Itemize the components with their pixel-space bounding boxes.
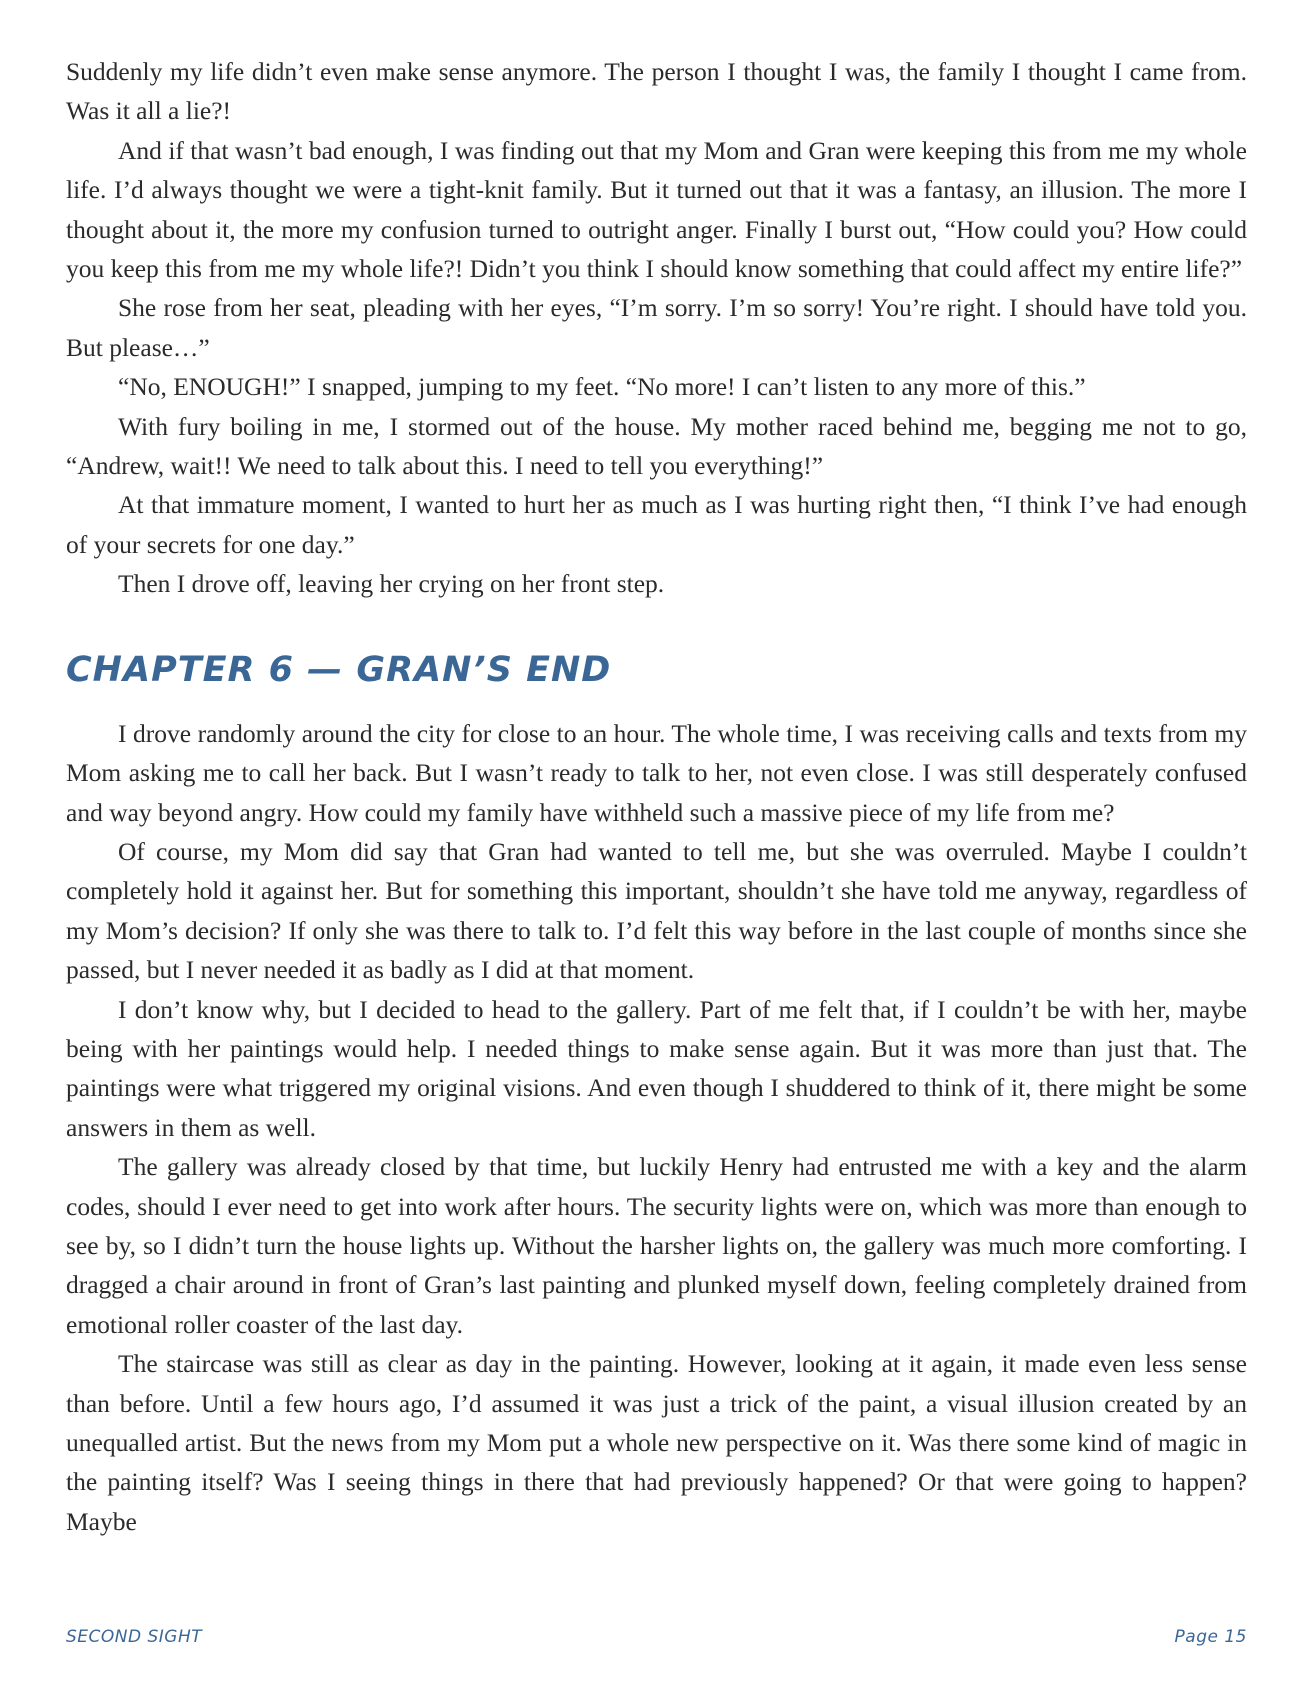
chapter-heading: CHAPTER 6 — GRAN’S END	[66, 649, 612, 690]
paragraph-3: She rose from her seat, pleading with her eyes, “I’m sorry. I’m so sorry! You’re right. I should have told you. But please…”	[66, 293, 1247, 362]
paragraph-5: With fury boiling in me, I stormed out of the house. My mother raced behind me, begging me not to go, “Andrew, wait!! We need to talk about this. I need to tell you everything!”	[66, 411, 1247, 481]
paragraph-1: Suddenly my life didn’t even make sense anymore. The person I thought I was, the family I thought I came from. Was it all a lie?!	[66, 57, 1247, 126]
paragraph-4: “No, ENOUGH!” I snapped, jumping to my feet. “No more! I can’t listen to any more of this.”	[118, 372, 1086, 402]
paragraph-8: I drove randomly around the city for close to an hour. The whole time, I was receiving calls and texts from my Mom asking me to call her back. But I wasn’t ready to talk to her, not even close. I was still desperately confused and way beyond angry. How could my family have withheld such a massive piece of my life from me?	[66, 718, 1247, 827]
paragraph-12: The staircase was still as clear as day in the painting. However, looking at it again, it made even less sense than before. Until a few hours ago, I’d assumed it was just a trick of the paint, a visual illusion created by an unequalled artist. But the news from my Mom put a whole new perspective on it. Was there some kind of magic in the painting itself? Was I seeing things in there that had previously happened? Or that were going to happen? Maybe	[66, 1349, 1247, 1536]
paragraph-2: And if that wasn’t bad enough, I was finding out that my Mom and Gran were keeping this from me my whole life. I’d always thought we were a tight-knit family. But it turned out that it was a fantasy, an illusion. The more I thought about it, the more my confusion turned to outright anger. Finally I burst out, “How could you? How could you keep this from me my whole life?! Didn’t you think I should know something that could affect my entire life?”	[66, 135, 1247, 284]
paragraph-7: Then I drove off, leaving her crying on her front step.	[118, 569, 665, 599]
paragraph-9: Of course, my Mom did say that Gran had wanted to tell me, but she was overruled. Maybe I couldn’t completely hold it against her. But for something this important, shouldn’t she have told me anyway, regardless of my Mom’s decision? If only she was there to talk to. I’d felt this way before in the last couple of months since she passed, but I never needed it as badly as I did at that moment.	[66, 836, 1247, 985]
paragraph-6: At that immature moment, I wanted to hurt her as much as I was hurting right then, “I think I’ve had enough of your secrets for one day.”	[66, 490, 1247, 559]
footer-page-number: Page 15	[1174, 1627, 1247, 1647]
paragraph-11: The gallery was already closed by that time, but luckily Henry had entrusted me with a key and the alarm codes, should I ever need to get into work after hours. The security lights were on, which was more than enough to see by, so I didn’t turn the house lights up. Without the harsher lights on, the gallery was much more comforting. I dragged a chair around in front of Gran’s last painting and plunked myself down, feeling completely drained from emotional roller coaster of the last day.	[66, 1152, 1247, 1339]
paragraph-10: I don’t know why, but I decided to head to the gallery. Part of me felt that, if I couldn’t be with her, maybe being with her paintings would help. I needed things to make sense again. But it was more than just that. The paintings were what triggered my original visions. And even though I shuddered to think of it, there might be some answers in them as well.	[66, 994, 1247, 1142]
page-body	[66, 52, 1247, 1541]
footer-book-title: SECOND SIGHT	[66, 1627, 203, 1647]
